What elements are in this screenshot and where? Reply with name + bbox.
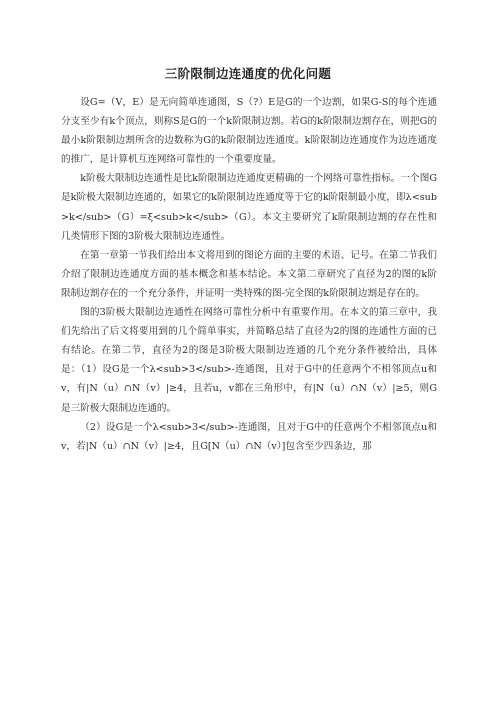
paragraph-3: 在第一章第一节我们给出本文将用到的图论方面的主要的术语、记号。在第二节我们介绍了限制边连通度方面的基本概念和基本结论。本文第二章研究了直径为2的图的k阶限制边割存在的一个充分条件，并证明一类特殊的图-完全图的k阶限制边割是存在的。 (61, 249, 437, 299)
document-title: 三阶限制边连通度的优化问题 (164, 66, 332, 81)
paragraph-5: （2）设G是一个λ<sub>3</sub>-连通图，且对于G中的任意两个不相邻顶点u和v，若|N（u）∩N（v）|≥4，且G[N（u）∩N（v）]包含至少四条边，那 (61, 421, 437, 452)
paragraph-1: 设G=（V，E）是无向简单连通图，S（?）E是G的一个边割，如果G-S的每个连通分支至少有k个顶点，则称S是G的一个k阶限制边割。若G的k阶限制边割存在，则把G的最小k阶限制边割所含的边数称为G的k阶限制边连通度。k阶限制边连通度作为边连通度的推广，是计算机互连网络可靠性的一个重要度量。 (61, 97, 437, 166)
paragraph-2: k阶极大限制边连通性是比k阶限制边连通度更精确的一个网络可靠性指标。一个图G是k阶极大限制边连通的，如果它的k阶限制边连通度等于它的k阶限制最小度，即λ<sub>k</sub>（G）=ξ<sub>k</sub>（G）。本文主要研究了k阶限制边割的存在性和几类情形下图的3阶极大限制边连通性。 (61, 173, 437, 242)
document-body (61, 93, 437, 456)
paragraph-4: 图的3阶极大限制边连通性在网络可靠性分析中有重要作用。在本文的第三章中，我们先给出了后文将要用到的几个简单事实，并简略总结了直径为2的图的连通性方面的已有结论。在第二节，直径为2的图是3阶极大限制边连通的几个充分条件被给出，具体是：（1）设G是一个λ<sub>3</sub>-连通图，且对于G中的任意两个不相邻顶点u和v，有|N（u）∩N（v）|≥4，且若u，v都在三角形中，有|N（u）∩N（v）|≥5，则G是三阶极大限制边连通的。 (61, 307, 437, 414)
